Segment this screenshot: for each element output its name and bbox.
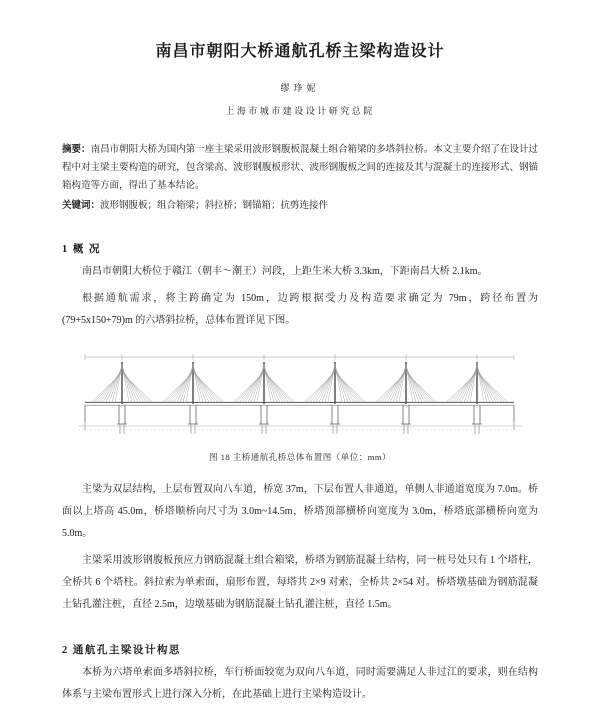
section-1-paragraph-4: 主梁采用波形钢腹板预应力钢筋混凝土组合箱梁，桥塔为钢筋混凝土结构，同一桩号处只有 1 个塔柱，全桥共 6 个塔柱。斜拉索为单索面，扇形布置，每塔共 2×9 对索，全桥共 2×54 对。桥塔墩基础为钢筋混凝土钻孔灌注桩，直径 2.5m，边墩基础为钢筋混凝土钻孔灌注桩，直径 1.5m。 (62, 555, 538, 610)
section-1-paragraph-2: 根据通航需求，将主跨确定为 150m，边跨根据受力及构造要求确定为 79m，跨径布置为 (79+5x150+79)m 的六塔斜拉桥，总体布置详见下图。 (62, 293, 538, 326)
bridge-figure (62, 350, 538, 463)
author-affiliation: 上海市城市建设设计研究总院 (225, 106, 375, 116)
figure-caption: 图 18 主桥通航孔桥总体布置图（单位：mm） (209, 452, 391, 462)
bridge-elevation-drawing (70, 350, 530, 446)
abstract-text: 南昌市朝阳大桥为国内第一座主梁采用波形钢腹板混凝土组合箱梁的多塔斜拉桥。本文主要介绍了在设计过程中对主梁主要构造的研究，包含梁高、波形钢腹板形状、波形钢腹板之间的连接及其与混凝土的连接形式、钢锚箱构造等方面，得出了基本结论。 (62, 145, 538, 191)
abstract-label: 摘要： (62, 145, 91, 155)
section-2-paragraph-1: 本桥为六塔单索面多塔斜拉桥，车行桥面较宽为双向八车道，同时需要满足人非过江的要求，则在结构体系与主梁布置形式上进行深入分析，在此基础上进行主梁构造设计。 (62, 667, 538, 700)
section-1-paragraph-1: 南昌市朝阳大桥位于赣江（朝丰～潮王）河段，上距生米大桥 3.3km，下距南昌大桥 2.1km。 (82, 266, 488, 277)
section-1-heading: 1 概 况 (62, 244, 101, 255)
abstract (62, 141, 538, 195)
keywords (62, 197, 538, 215)
section-1-paragraph-3: 主梁为双层结构，上层布置双向八车道，桥宽 37m，下层布置人非通道，单侧人非通道宽度为 7.0m。桥面以上塔高 45.0m，桥塔顺桥向尺寸为 3.0m~14.5m，桥塔顶部横桥向宽度为 3.0m，桥塔底部横桥向宽为 5.0m。 (62, 484, 538, 539)
paper-title: 南昌市朝阳大桥通航孔桥主梁构造设计 (155, 43, 445, 60)
keywords-text: 波形钢腹板；组合箱梁；斜拉桥；钢锚箱；抗剪连接件 (100, 201, 329, 211)
author-name: 缪琤妮 (280, 83, 320, 93)
keywords-label: 关键词： (62, 201, 101, 211)
section-2-heading: 2 通航孔主梁设计构思 (62, 645, 181, 656)
